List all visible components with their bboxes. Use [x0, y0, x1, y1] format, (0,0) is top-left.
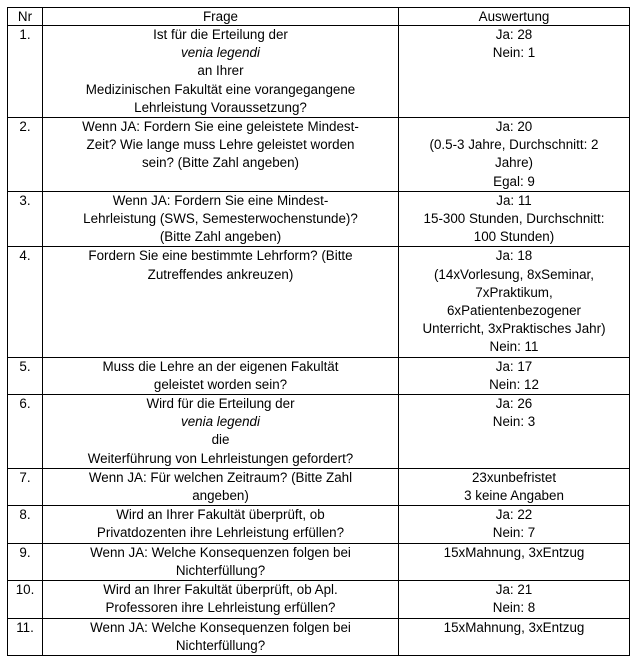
answer-line: 15-300 Stunden, Durchschnitt:	[423, 211, 605, 227]
question-line	[47, 395, 394, 450]
header-auswertung: Auswertung	[399, 8, 630, 26]
question-text: geleistet worden sein?	[153, 376, 288, 392]
table-row	[8, 191, 630, 247]
question-text: Wird für die Erteilung der	[146, 396, 295, 412]
answer-line: 23xunbefristet	[471, 469, 557, 485]
question-line	[47, 524, 394, 542]
question-line	[47, 487, 394, 505]
question-line	[47, 99, 394, 117]
question-text: Zutreffendes ankreuzen)	[147, 266, 294, 282]
question-line	[47, 581, 394, 599]
question-line	[47, 544, 394, 562]
answer-cell	[399, 506, 630, 543]
question-cell	[43, 247, 399, 357]
question-line	[47, 619, 394, 637]
answer-line: (14xVorlesung, 8xSeminar,	[433, 266, 595, 282]
question-text: Lehrleistung (SWS, Semesterwochenstunde)?	[83, 211, 358, 227]
question-line	[47, 376, 394, 394]
question-text: Ist für die Erteilung der	[153, 27, 288, 42]
question-text: Professoren ihre Lehrleistung erfüllen?	[105, 600, 336, 616]
answer-cell	[399, 468, 630, 505]
question-text: Nichterfüllung?	[175, 637, 266, 653]
question-line	[47, 637, 394, 655]
table-row	[8, 357, 630, 394]
question-cell	[43, 581, 399, 618]
question-line	[47, 26, 394, 81]
question-line	[47, 210, 394, 228]
answer-cell	[399, 357, 630, 394]
answer-line: Ja: 17	[495, 358, 533, 374]
question-text: Nichterfüllung?	[175, 562, 266, 578]
answer-line: 15xMahnung, 3xEntzug	[443, 544, 585, 560]
answer-line: Unterricht, 3xPraktisches Jahr)	[422, 321, 606, 337]
question-text: Muss die Lehre an der eigenen Fakultät	[102, 358, 339, 374]
question-cell	[43, 468, 399, 505]
answer-line: (0.5-3 Jahre, Durchschnitt: 2	[429, 137, 599, 153]
question-text: Privatdozenten ihre Lehrleistung erfüllen?	[96, 525, 345, 541]
question-text: Wenn JA: Fordern Sie eine Mindest-	[112, 192, 329, 208]
table-row	[8, 118, 630, 192]
header-frage: Frage	[43, 8, 399, 26]
row-number: 8.	[8, 506, 43, 543]
answer-line: Ja: 20	[495, 119, 533, 135]
row-number: 4.	[8, 247, 43, 357]
question-term-italic: venia legendi	[181, 45, 260, 61]
question-cell	[43, 191, 399, 247]
table-row	[8, 581, 630, 618]
question-line	[47, 228, 394, 246]
question-text: sein? (Bitte Zahl angeben)	[141, 155, 300, 171]
answer-cell	[399, 191, 630, 247]
answer-cell	[399, 118, 630, 192]
header-nr: Nr	[8, 8, 43, 26]
table-row	[8, 506, 630, 543]
answer-line: Ja: 26	[495, 396, 533, 412]
answer-line: Nein: 12	[489, 376, 539, 392]
answer-line: Ja: 21	[495, 582, 533, 598]
question-text: Wenn JA: Für welchen Zeitraum? (Bitte Zahl	[88, 469, 353, 485]
answer-cell	[399, 543, 630, 580]
question-text: Zeit? Wie lange muss Lehre geleistet worden	[86, 137, 355, 153]
row-number: 3.	[8, 191, 43, 247]
answer-cell	[399, 247, 630, 357]
question-line	[47, 358, 394, 376]
answer-line: 6xPatientenbezogener	[446, 303, 581, 319]
question-text: Wird an Ihrer Fakultät überprüft, ob	[116, 507, 325, 523]
answer-cell	[399, 581, 630, 618]
question-text: Weiterführung von Lehrleistungen gefordert?	[87, 450, 354, 466]
question-text: angeben)	[192, 488, 249, 504]
answer-line: Nein: 11	[489, 339, 539, 355]
row-number: 1.	[8, 26, 43, 118]
question-cell	[43, 618, 399, 655]
answer-line: Egal: 9	[493, 173, 535, 189]
question-cell	[43, 506, 399, 543]
answer-line: Nein: 3	[492, 414, 536, 430]
question-line	[47, 136, 394, 154]
question-cell	[43, 395, 399, 469]
answer-cell	[399, 26, 630, 118]
survey-table-container	[7, 7, 630, 656]
question-text: Wenn JA: Fordern Sie eine geleistete Mindest-	[82, 119, 359, 135]
question-text: Fordern Sie eine bestimmte Lehrform? (Bitte	[88, 248, 353, 264]
row-number: 7.	[8, 468, 43, 505]
question-line	[47, 81, 394, 99]
row-number: 10.	[8, 581, 43, 618]
answer-line: Jahre)	[495, 155, 533, 171]
question-line	[47, 118, 394, 136]
answer-line: 100 Stunden)	[473, 229, 555, 245]
row-number: 11.	[8, 618, 43, 655]
answer-line: Ja: 28	[495, 27, 533, 42]
table-row	[8, 618, 630, 655]
question-text: Medizinischen Fakultät eine vorangegangene	[85, 81, 356, 97]
header-row	[8, 8, 630, 26]
question-line	[47, 154, 394, 172]
answer-line: Ja: 11	[496, 192, 532, 208]
answer-line: 3 keine Angaben	[464, 488, 564, 504]
table-row	[8, 543, 630, 580]
question-line	[47, 469, 394, 487]
row-number: 9.	[8, 543, 43, 580]
survey-table	[7, 7, 630, 656]
question-cell	[43, 26, 399, 118]
table-row	[8, 468, 630, 505]
table-body	[8, 26, 630, 656]
question-cell	[43, 357, 399, 394]
answer-line: Ja: 22	[495, 507, 533, 523]
question-text: an Ihrer	[197, 63, 244, 79]
question-line	[47, 599, 394, 617]
question-text: die	[211, 432, 230, 448]
answer-line: Nein: 8	[492, 600, 536, 616]
answer-line: Nein: 1	[492, 45, 536, 61]
row-number: 5.	[8, 357, 43, 394]
answer-cell	[399, 395, 630, 469]
question-line	[47, 506, 394, 524]
row-number: 6.	[8, 395, 43, 469]
answer-line: 7xPraktikum,	[475, 284, 553, 300]
table-row	[8, 247, 630, 357]
question-cell	[43, 118, 399, 192]
question-text: (Bitte Zahl angeben)	[159, 229, 282, 245]
question-text: Wenn JA: Welche Konsequenzen folgen bei	[90, 619, 351, 635]
question-term-italic: venia legendi	[181, 414, 260, 430]
table-row	[8, 26, 630, 118]
answer-line: 15xMahnung, 3xEntzug	[443, 619, 585, 635]
question-line	[47, 247, 394, 265]
question-line	[47, 266, 394, 284]
question-cell	[43, 543, 399, 580]
answer-line: Nein: 7	[492, 525, 536, 541]
question-text: Lehrleistung Voraussetzung?	[134, 99, 307, 115]
question-text: Wenn JA: Welche Konsequenzen folgen bei	[90, 544, 351, 560]
table-row	[8, 395, 630, 469]
question-line	[47, 562, 394, 580]
row-number: 2.	[8, 118, 43, 192]
answer-cell	[399, 618, 630, 655]
question-line	[47, 450, 394, 468]
question-text: Wird an Ihrer Fakultät überprüft, ob Apl.	[103, 582, 338, 598]
answer-line: Ja: 18	[495, 248, 533, 264]
question-line	[47, 192, 394, 210]
